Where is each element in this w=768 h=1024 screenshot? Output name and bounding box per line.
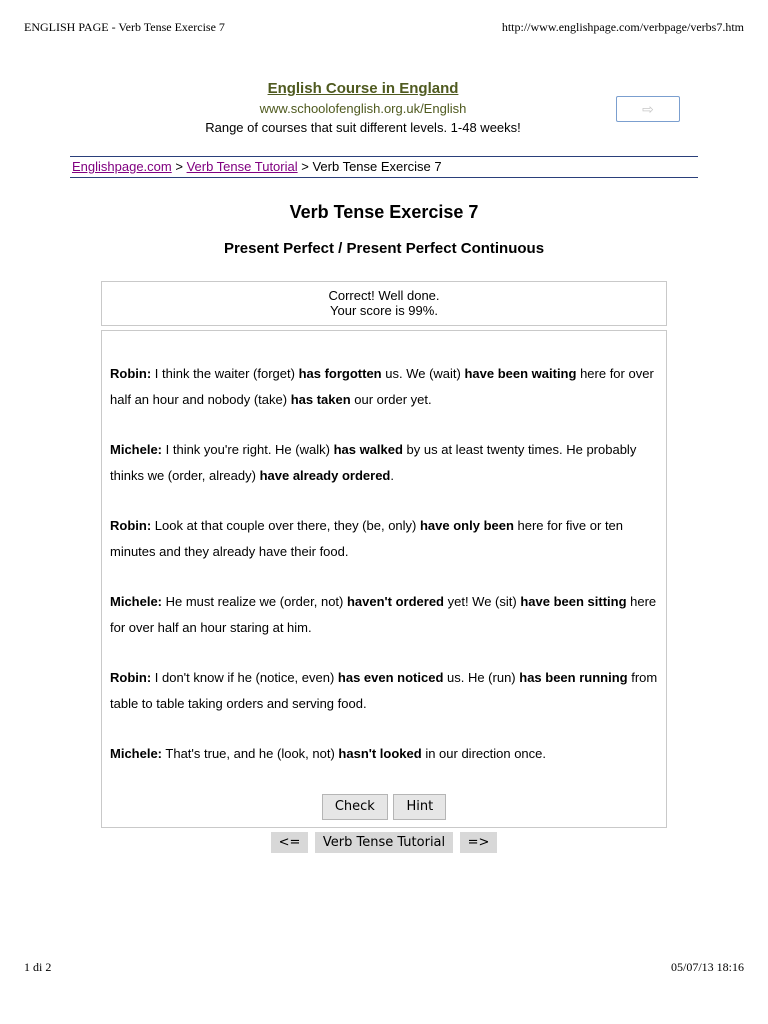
exercise-dialogue — [110, 361, 658, 767]
dialogue-text: I think you're right. He (walk) — [162, 442, 334, 457]
print-datetime: 05/07/13 18:16 — [670, 960, 744, 974]
dialogue-line — [110, 589, 658, 640]
ad-arrow-button[interactable] — [616, 96, 680, 122]
answer-text: have been sitting — [520, 594, 627, 609]
dialogue-text: He must realize we (order, not) — [162, 594, 347, 609]
breadcrumb-current: Verb Tense Exercise 7 — [312, 159, 442, 174]
exercise-buttons — [102, 794, 666, 820]
dialogue-text: I think the waiter (forget) — [151, 366, 299, 381]
page-subtitle: Present Perfect / Present Perfect Continuous — [223, 240, 545, 257]
result-box — [101, 281, 667, 326]
breadcrumb-tutorial-link[interactable]: Verb Tense Tutorial — [186, 159, 298, 174]
check-button[interactable]: Check — [322, 794, 388, 820]
answer-text: has even noticed — [337, 670, 444, 685]
ad-banner — [0, 80, 768, 135]
print-page-number: 1 di 2 — [24, 960, 52, 974]
arrow-right-icon: ⇨ — [642, 100, 654, 117]
ad-title-link[interactable]: English Course in England — [267, 80, 459, 97]
breadcrumb-separator: > — [171, 159, 187, 174]
dialogue-text: our order yet. — [350, 391, 432, 407]
ad-url[interactable]: www.schoolofenglish.org.uk/English — [259, 101, 467, 116]
print-header — [24, 20, 744, 35]
exercise-box — [101, 330, 667, 828]
speaker-name: Michele: — [110, 594, 163, 609]
dialogue-text: That's true, and he (look, not) — [162, 746, 339, 761]
dialogue-line — [110, 665, 658, 716]
page-title: Verb Tense Exercise 7 — [289, 202, 479, 222]
print-page-url: http://www.englishpage.com/verbpage/verbs7.htm — [501, 20, 744, 34]
dialogue-line — [110, 361, 658, 412]
print-page-title: ENGLISH PAGE - Verb Tense Exercise 7 — [24, 20, 225, 34]
dialogue-text: here for over half an hour and nobody (take) — [110, 366, 654, 407]
dialogue-text: us. He (run) — [443, 670, 520, 685]
answer-text: have only been — [419, 518, 514, 533]
answer-text: has walked — [333, 442, 403, 457]
answer-text: hasn't looked — [338, 746, 422, 761]
dialogue-text: in our direction once. — [421, 746, 546, 761]
dialogue-text: I don't know if he (notice, even) — [151, 670, 338, 685]
speaker-name: Robin: — [110, 670, 152, 685]
dialogue-line — [110, 513, 658, 564]
answer-text: have already ordered — [259, 467, 391, 483]
tutorial-button[interactable]: Verb Tense Tutorial — [315, 832, 453, 853]
breadcrumb-separator: > — [297, 159, 313, 174]
dialogue-text: by us at least twenty times. He probably thinks we (order, already) — [110, 442, 637, 483]
score-text: Your score is 99%. — [330, 303, 438, 318]
dialogue-text: us. We (wait) — [381, 366, 465, 381]
previous-exercise-button[interactable]: <= — [271, 832, 309, 853]
result-message: Correct! Well done. — [328, 288, 440, 303]
dialogue-line — [110, 741, 658, 767]
dialogue-text: Look at that couple over there, they (be, only) — [151, 518, 420, 533]
exercise-navigation — [0, 832, 768, 853]
breadcrumb — [70, 156, 698, 178]
speaker-name: Michele: — [110, 442, 163, 457]
dialogue-text: here for five or ten minutes and they already have their food. — [110, 518, 624, 559]
dialogue-text: here for over half an hour staring at him. — [110, 594, 657, 635]
hint-button[interactable]: Hint — [393, 794, 446, 820]
dialogue-text: yet! We (sit) — [444, 594, 521, 609]
answer-text: has forgotten — [298, 366, 382, 381]
speaker-name: Robin: — [110, 366, 152, 381]
dialogue-text: from table to table taking orders and serving food. — [110, 670, 658, 711]
speaker-name: Robin: — [110, 518, 152, 533]
dialogue-text: . — [390, 467, 394, 483]
answer-text: have been waiting — [464, 366, 577, 381]
next-exercise-button[interactable]: => — [460, 832, 498, 853]
ad-description: Range of courses that suit different levels. 1-48 weeks! — [205, 120, 521, 135]
breadcrumb-home-link[interactable]: Englishpage.com — [72, 159, 172, 174]
dialogue-line — [110, 437, 658, 488]
answer-text: haven't ordered — [346, 594, 444, 609]
print-footer — [24, 960, 744, 975]
answer-text: has been running — [519, 670, 628, 685]
answer-text: has taken — [290, 391, 351, 407]
speaker-name: Michele: — [110, 746, 163, 761]
